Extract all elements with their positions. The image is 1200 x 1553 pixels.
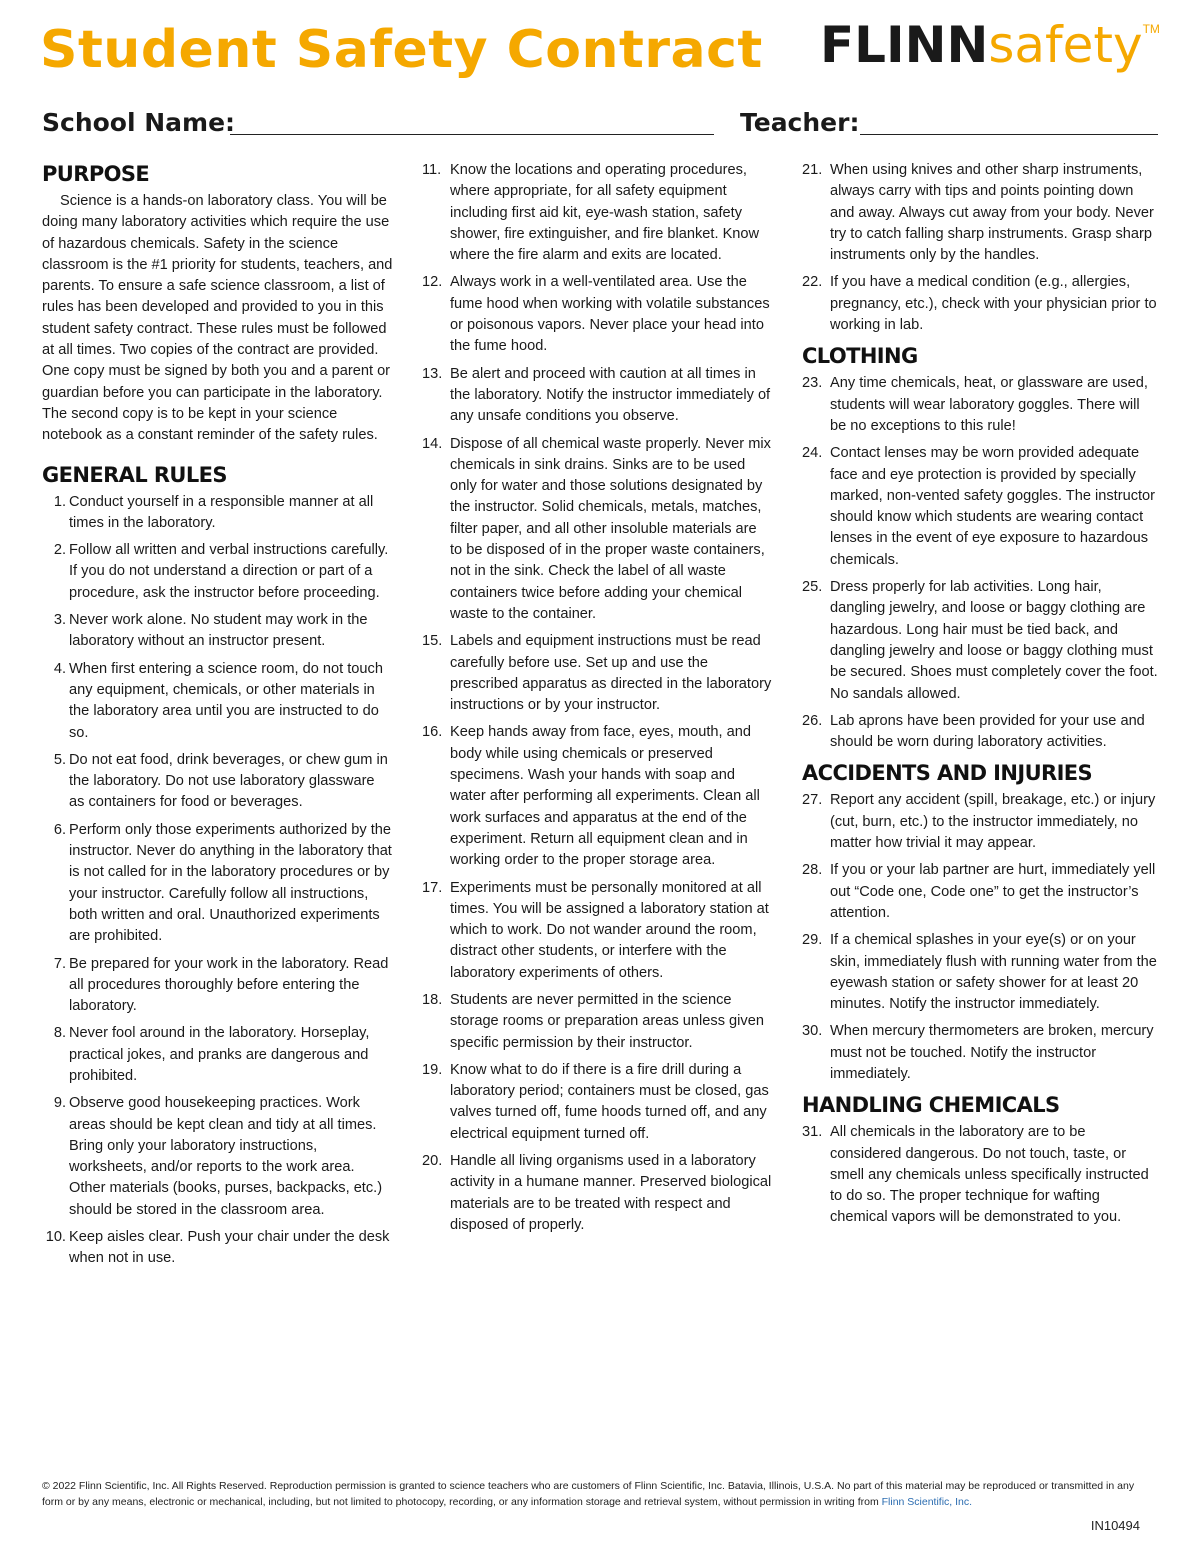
rule-text: Report any accident (spill, breakage, etc.) or injury (cut, burn, etc.) to the instructor immediately, no matter how trivial it may appear. [830, 792, 1156, 852]
rule-number: 16. [422, 724, 443, 741]
rule-text: When using knives and other sharp instruments, always carry with tips and points pointing down and away. Always cut away from your body. Never try to catch falling sharp instruments. Grasp sharp instruments only by the handles. [830, 162, 1154, 264]
rule-item [42, 540, 394, 604]
rule-text: Always work in a well-ventilated area. Use the fume hood when working with volatile substances or poisonous vapors. Never place your head into the fume hood. [450, 274, 770, 355]
rule-number: 21. [802, 162, 823, 178]
accidents-heading: ACCIDENTS AND INJURIES [802, 761, 1093, 786]
rule-number: 25. [802, 579, 823, 596]
rules-list-general-1 [42, 492, 394, 1270]
rule-number: 2. [53, 542, 66, 559]
rule-number: 13. [422, 365, 443, 382]
rule-number: 17. [422, 879, 443, 896]
rule-item [422, 1151, 772, 1236]
rule-text: When first entering a science room, do not touch any equipment, chemicals, or other materials in the laboratory area until you are instructed to do so. [69, 660, 383, 741]
school-name-label: School Name: [42, 108, 236, 137]
logo-word: safety [988, 16, 1143, 74]
footer-link[interactable]: Flinn Scientific, Inc. [881, 1496, 973, 1508]
rule-item [422, 878, 772, 984]
copyright-footer [42, 1478, 1142, 1510]
rule-text: Handle all living organisms used in a laboratory activity in a humane manner. Preserved biological materials are to be treated with respect and disposed of properly. [450, 1153, 772, 1233]
rule-text: Labels and equipment instructions must be read carefully before use. Set up and use the prescribed apparatus as directed in the laboratory instructions or by your instructor. [450, 633, 772, 714]
rule-item [802, 443, 1158, 571]
rule-item [802, 160, 1158, 266]
rule-item [42, 492, 394, 535]
rule-text: Never fool around in the laboratory. Horseplay, practical jokes, and pranks are dangerous and prohibited. [69, 1025, 370, 1084]
rule-number: 5. [53, 751, 66, 768]
rule-number: 31. [802, 1124, 823, 1141]
rule-number: 20. [422, 1153, 443, 1170]
logo-trademark: TM [1142, 22, 1160, 36]
rules-list-chemicals [802, 1122, 1158, 1228]
rule-item [422, 1060, 772, 1145]
flinn-safety-logo [820, 16, 1160, 74]
rule-item [802, 1021, 1158, 1085]
rule-number: 4. [53, 660, 66, 677]
rule-text: Know the locations and operating procedures, where appropriate, for all safety equipment including first aid kit, eye-wash station, safety shower, fire extinguisher, and fire blanket. Know where the fire alarm and exits are located. [450, 162, 760, 264]
rule-item [42, 610, 394, 653]
rule-number: 1. [53, 493, 66, 510]
rule-text: If a chemical splashes in your eye(s) or on your skin, immediately flush with running water from the eyewash station or safety shower for at least 20 minutes. Notify the instructor immediately. [830, 932, 1157, 1013]
rule-number: 29. [802, 932, 823, 949]
rule-number: 11. [422, 162, 442, 178]
rule-number: 19. [422, 1061, 443, 1078]
rule-item [42, 1227, 394, 1270]
rule-item [422, 434, 772, 626]
rule-item [802, 790, 1158, 854]
rule-text: Dress properly for lab activities. Long hair, dangling jewelry, and loose or baggy clothing are hazardous. Long hair must be tied back, and dangling jewelry and loose or baggy clothing must be secured. Shoes must completely cover the foot. No sandals allowed. [830, 579, 1158, 702]
rule-number: 23. [802, 375, 823, 392]
rule-number: 14. [422, 435, 443, 452]
rule-text: When mercury thermometers are broken, mercury must not be touched. Notify the instructor immediately. [830, 1023, 1154, 1082]
chemicals-heading: HANDLING CHEMICALS [802, 1093, 1060, 1118]
rule-item [42, 820, 394, 948]
rule-text: Contact lenses may be worn provided adequate face and eye protection is provided by specially marked, non-vented safety goggles. The instructor should know which students are wearing contact lenses in the event of eye exposure to hazardous chemicals. [830, 445, 1156, 568]
rules-list-clothing [802, 373, 1158, 753]
page-title: Student Safety Contract [40, 20, 763, 80]
rule-number: 6. [53, 821, 66, 838]
rule-text: Experiments must be personally monitored at all times. You will be assigned a laboratory station at which to work. Do not wander around the room, distract other students, or interfere with the laboratory experiments of others. [450, 879, 769, 981]
rule-text: Keep hands away from face, eyes, mouth, and body while using chemicals or preserved specimens. Wash your hands with soap and water after performing all experiments. Clean all work surfaces and apparatus at the end of the experiment. Return all equipment clean and in working order to the proper storage area. [450, 724, 760, 869]
rule-item [422, 272, 772, 357]
rule-number: 24. [802, 445, 823, 462]
rule-text: Dispose of all chemical waste properly. Never mix chemicals in sink drains. Sinks are to be used only for water and those solutions designated by the instructor. Solid chemicals, metals, matches, filter paper, and all other insoluble materials are to be disposed of in the proper waste containers, not in the sink. Check the label of all waste containers twice before adding your chemical waste to the container. [450, 435, 771, 622]
rule-text: Students are never permitted in the science storage rooms or preparation areas unless given specific permission by their instructor. [450, 991, 764, 1051]
column-3 [802, 160, 1158, 1235]
rule-item [802, 930, 1158, 1015]
rule-number: 3. [53, 612, 66, 629]
rule-text: All chemicals in the laboratory are to be considered dangerous. Do not touch, taste, or smell any chemicals unless specifically instructed to do so. The proper technique for wafting chemical vapors will be demonstrated to you. [830, 1124, 1149, 1226]
rules-list-accidents [802, 790, 1158, 1085]
purpose-text: Science is a hands-on laboratory class. You will be doing many laboratory activities which require the use of hazardous chemicals. Safety in the science classroom is the #1 priority for students, teachers, and parents. To ensure a safe science classroom, a list of rules has been developed and provided to you in this student safety contract. These rules must be followed at all times. Two copies of the contract are provided. One copy must be signed by both you and a parent or guardian before you can participate in the laboratory. The second copy is to be kept in your science notebook as a constant reminder of the safety rules. [42, 193, 393, 444]
document-id: IN10494 [1090, 1518, 1140, 1533]
logo-brand: FLINN [820, 16, 989, 74]
school-name-line[interactable] [230, 134, 714, 135]
rule-item [422, 631, 772, 716]
rule-number: 15. [422, 633, 443, 650]
teacher-label: Teacher: [740, 108, 860, 137]
rule-text: Be alert and proceed with caution at all times in the laboratory. Notify the instructor immediately of any unsafe conditions you observe. [450, 365, 771, 425]
rule-item [802, 373, 1158, 437]
rule-item [422, 722, 772, 871]
rule-text: Observe good housekeeping practices. Work areas should be kept clean and tidy at all times. Bring only your laboratory instructions, worksheets, and/or reports to the work area. Other materials (books, purses, backpacks, etc.) should be stored in the classroom area. [69, 1095, 383, 1218]
rule-item [802, 711, 1158, 754]
rule-number: 18. [422, 991, 443, 1008]
rule-text: Never work alone. No student may work in the laboratory without an instructor present. [69, 612, 368, 650]
rule-text: Conduct yourself in a responsible manner at all times in the laboratory. [69, 493, 374, 531]
rule-item [802, 272, 1158, 336]
rule-item [42, 1023, 394, 1087]
general-rules-heading: GENERAL RULES [42, 462, 227, 487]
rule-item [802, 577, 1158, 705]
rule-text: Know what to do if there is a fire drill during a laboratory period; containers must be closed, gas valves turned off, fume hoods turned off, and any electrical equipment turned off. [450, 1061, 769, 1142]
rule-item [802, 1122, 1158, 1228]
rule-text: Be prepared for your work in the laboratory. Read all procedures thoroughly before entering the laboratory. [69, 955, 389, 1015]
rule-number: 8. [53, 1025, 66, 1042]
clothing-heading: CLOTHING [802, 344, 918, 369]
rule-number: 22. [802, 274, 823, 291]
rule-text: Perform only those experiments authorized by the instructor. Never do anything in the laboratory that is not called for in the laboratory procedures or by your instructor. Carefully follow all instructions, both written and oral. Unauthorized experiments are prohibited. [69, 821, 392, 945]
rule-number: 26. [802, 712, 823, 729]
rule-text: If you or your lab partner are hurt, immediately yell out “Code one, Code one” to get the instructor’s attention. [830, 862, 1156, 921]
rule-item [422, 160, 772, 266]
purpose-section [42, 160, 394, 447]
purpose-heading: PURPOSE [42, 162, 150, 186]
column-2 [422, 160, 772, 1242]
rule-number: 28. [802, 862, 823, 879]
rule-item [42, 750, 394, 814]
rule-text: If you have a medical condition (e.g., allergies, pregnancy, etc.), check with your physician prior to working in lab. [830, 274, 1157, 334]
rule-item [42, 1093, 394, 1221]
rule-number: 10. [45, 1229, 66, 1246]
rules-list-general-3 [802, 160, 1158, 336]
rule-item [802, 860, 1158, 924]
rule-number: 12. [422, 274, 443, 291]
rule-number: 30. [802, 1023, 823, 1040]
column-1 [42, 160, 394, 1276]
rule-number: 7. [53, 955, 66, 972]
rule-text: Any time chemicals, heat, or glassware are used, students will wear laboratory goggles. There will be no exceptions to this rule! [830, 375, 1148, 434]
rule-item [42, 659, 394, 744]
rule-text: Do not eat food, drink beverages, or chew gum in the laboratory. Do not use laboratory glassware as containers for food or beverages. [69, 751, 388, 811]
rule-number: 27. [802, 792, 823, 809]
rule-item [422, 364, 772, 428]
rule-item [422, 990, 772, 1054]
rule-number: 9. [53, 1095, 66, 1112]
teacher-line[interactable] [860, 134, 1158, 135]
footer-text: © 2022 Flinn Scientific, Inc. All Rights Reserved. Reproduction permission is granted to science teachers who are customers of Flinn Scientific, Inc. Batavia, Illinois, U.S.A. No part of this material may be reproduced or transmitted in any form or by any means, electronic or mechanical, including, but not limited to photocopy, recording, or any information storage and retrieval system, without permission in writing from [42, 1480, 1135, 1508]
header-fields [42, 108, 1158, 140]
rule-text: Lab aprons have been provided for your use and should be worn during laboratory activities. [830, 712, 1145, 751]
rule-item [42, 954, 394, 1018]
rules-list-general-2 [422, 160, 772, 1236]
rule-text: Follow all written and verbal instructions carefully. If you do not understand a direction or part of a procedure, ask the instructor before proceeding. [69, 542, 389, 601]
rule-text: Keep aisles clear. Push your chair under the desk when not in use. [69, 1229, 390, 1267]
